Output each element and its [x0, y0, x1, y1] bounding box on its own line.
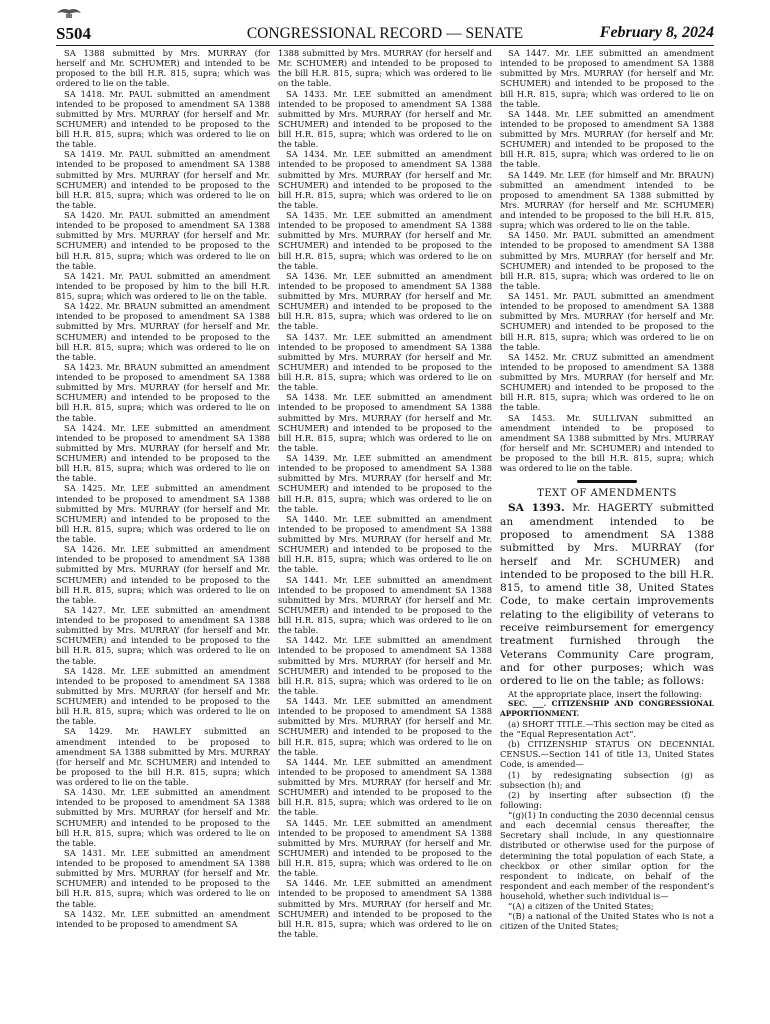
column-3	[500, 48, 714, 932]
amendment-paragraph: SA 1430. Mr. LEE submitted an amendment intended to be proposed to amendment SA 1388 submitted by Mrs. MURRAY (for herself and Mr. SCHUMER) and intended to be proposed to the bill H.R. 815, supra; which was ordered to lie on the table.	[56, 787, 270, 848]
amendment-paragraph: SA 1444. Mr. LEE submitted an amendment intended to be proposed to amendment SA 1388 submitted by Mrs. MURRAY (for herself and Mr. SCHUMER) and intended to be proposed to the bill H.R. 815, supra; which was ordered to lie on the table.	[278, 756, 492, 818]
amendment-paragraph: SA 1449. Mr. LEE (for himself and Mr. BRAUN) submitted an amendment intended to be proposed to amendment SA 1388 submitted by Mrs. MURRAY (for herself and Mr. SCHUMER) and intended to be proposed to the bill H.R. 815, supra; which was ordered to lie on the table.	[500, 169, 714, 231]
amendment-paragraph: SA 1453. Mr. SULLIVAN submitted an amendment intended to be proposed to amendment SA 1388 submitted by Mrs. MURRAY (for herself and Mr. SCHUMER) and intended to be proposed to the bill H.R. 815, supra; which was ordered to lie on the table.	[500, 412, 714, 474]
publication-title: CONGRESSIONAL RECORD — SENATE	[246, 25, 524, 42]
amendment-paragraph: 1388 submitted by Mrs. MURRAY (for herself and Mr. SCHUMER) and intended to be proposed to the bill H.R. 815, supra; which was ordered to lie on the table.	[278, 48, 492, 89]
lead-amendment	[500, 502, 714, 688]
page-header	[56, 24, 714, 46]
amendment-paragraph: SA 1420. Mr. PAUL submitted an amendment intended to be proposed to amendment SA 1388 submitted by Mrs. MURRAY (for herself and Mr. SCHUMER) and intended to be proposed to the bill H.R. 815, supra; which was ordered to lie on the table.	[56, 210, 270, 271]
amendment-paragraph: SA 1418. Mr. PAUL submitted an amendment intended to be proposed to amendment SA 1388 submitted by Mrs. MURRAY (for herself and Mr. SCHUMER) and intended to be proposed to the bill H.R. 815, supra; which was ordered to lie on the table.	[56, 88, 270, 150]
amendment-paragraph: SA 1438. Mr. LEE submitted an amendment intended to be proposed to amendment SA 1388 submitted by Mrs. MURRAY (for herself and Mr. SCHUMER) and intended to be proposed to the bill H.R. 815, supra; which was ordered to lie on the table.	[278, 392, 492, 453]
amendment-text: “(B) a national of the United States who is not a citizen of the United States;	[500, 911, 714, 932]
amendment-text: (a) SHORT TITLE.—This section may be cited as the “Equal Representation Act”.	[500, 718, 714, 740]
section-divider	[577, 480, 637, 483]
amendment-text: (b) CITIZENSHIP STATUS ON DECENNIAL CENSUS.—Section 141 of title 13, United States Code, is amended—	[500, 739, 714, 770]
amendment-paragraph: SA 1425. Mr. LEE submitted an amendment intended to be proposed to amendment SA 1388 submitted by Mrs. MURRAY (for herself and Mr. SCHUMER) and intended to be proposed to the bill H.R. 815, supra; which was ordered to lie on the table.	[56, 483, 270, 544]
amendment-paragraph: SA 1446. Mr. LEE submitted an amendment intended to be proposed to amendment SA 1388 submitted by Mrs. MURRAY (for herself and Mr. SCHUMER) and intended to be proposed to the bill H.R. 815, supra; which was ordered to lie on the table.	[278, 878, 492, 939]
amendment-paragraph: SA 1451. Mr. PAUL submitted an amendment intended to be proposed to amendment SA 1388 submitted by Mrs. MURRAY (for herself and Mr. SCHUMER) and intended to be proposed to the bill H.R. 815, supra; which was ordered to lie on the table.	[500, 291, 714, 352]
amendment-paragraph: SA 1419. Mr. PAUL submitted an amendment intended to be proposed to amendment SA 1388 submitted by Mrs. MURRAY (for herself and Mr. SCHUMER) and intended to be proposed to the bill H.R. 815, supra; which was ordered to lie on the table.	[56, 149, 270, 210]
amendment-text: At the appropriate place, insert the following:	[508, 688, 703, 699]
amendment-paragraph: SA 1445. Mr. LEE submitted an amendment intended to be proposed to amendment SA 1388 submitted by Mrs. MURRAY (for herself and Mr. SCHUMER) and intended to be proposed to the bill H.R. 815, supra; which was ordered to lie on the table.	[278, 817, 492, 879]
amendment-paragraph: SA 1436. Mr. LEE submitted an amendment intended to be proposed to amendment SA 1388 submitted by Mrs. MURRAY (for herself and Mr. SCHUMER) and intended to be proposed to the bill H.R. 815, supra; which was ordered to lie on the table.	[278, 270, 492, 332]
issue-date: February 8, 2024	[599, 24, 714, 41]
amendment-text: “(A) a citizen of the United States;	[508, 901, 654, 912]
section-title: TEXT OF AMENDMENTS	[537, 488, 677, 500]
amendment-paragraph: SA 1434. Mr. LEE submitted an amendment intended to be proposed to amendment SA 1388 submitted by Mrs. MURRAY (for herself and Mr. SCHUMER) and intended to be proposed to the bill H.R. 815, supra; which was ordered to lie on the table.	[278, 149, 492, 210]
amendment-paragraph: SA 1442. Mr. LEE submitted an amendment intended to be proposed to amendment SA 1388 submitted by Mrs. MURRAY (for herself and Mr. SCHUMER) and intended to be proposed to the bill H.R. 815, supra; which was ordered to lie on the table.	[278, 635, 492, 696]
gpo-seal-icon	[56, 6, 82, 20]
lead-amendment-number: SA 1393.	[508, 502, 565, 515]
amendment-paragraph: SA 1423. Mr. BRAUN submitted an amendment intended to be proposed to amendment SA 1388 submitted by Mrs. MURRAY (for herself and Mr. SCHUMER) and intended to be proposed to the bill H.R. 815, supra; which was ordered to lie on the table.	[56, 361, 270, 423]
amendment-paragraph: SA 1388 submitted by Mrs. MURRAY (for herself and Mr. SCHUMER) and intended to be proposed to the bill H.R. 815, supra; which was ordered to lie on the table.	[56, 48, 270, 89]
column-1	[56, 48, 270, 929]
amendment-paragraph: SA 1435. Mr. LEE submitted an amendment intended to be proposed to amendment SA 1388 submitted by Mrs. MURRAY (for herself and Mr. SCHUMER) and intended to be proposed to the bill H.R. 815, supra; which was ordered to lie on the table.	[278, 210, 492, 271]
amendment-paragraph: SA 1427. Mr. LEE submitted an amendment intended to be proposed to amendment SA 1388 submitted by Mrs. MURRAY (for herself and Mr. SCHUMER) and intended to be proposed to the bill H.R. 815, supra; which was ordered to lie on the table.	[56, 604, 270, 666]
amendment-paragraph: SA 1432. Mr. LEE submitted an amendment intended to be proposed to amendment SA	[56, 908, 270, 929]
page-number: S504	[56, 24, 91, 43]
lead-amendment-text: Mr. HAGERTY submitted an amendment intended to be proposed to amendment SA 1388 submitted by Mrs. MURRAY (for herself and Mr. SCHUMER) and intended to be proposed to the bill H.R. 815, to amend title 38, United States Code, to make certain improvements relating to the eligibility of veterans to receive reimbursement for emergency treatment furnished through the Veterans Community Care program, and for other purposes; which was ordered to lie on the table; as follows:	[500, 502, 714, 688]
amendment-paragraph: SA 1450. Mr. PAUL submitted an amendment intended to be proposed to amendment SA 1388 submitted by Mrs. MURRAY (for herself and Mr. SCHUMER) and intended to be proposed to the bill H.R. 815, supra; which was ordered to lie on the table.	[500, 230, 714, 291]
column-2	[278, 48, 492, 939]
amendment-text: (2) by inserting after subsection (f) the following:	[500, 789, 714, 810]
amendment-text: (1) by redesignating subsection (g) as subsection (h); and	[500, 769, 714, 790]
amendment-paragraph: SA 1424. Mr. LEE submitted an amendment intended to be proposed to amendment SA 1388 submitted by Mrs. MURRAY (for herself and Mr. SCHUMER) and intended to be proposed to the bill H.R. 815, supra; which was ordered to lie on the table.	[56, 422, 270, 484]
amendment-paragraph: SA 1429. Mr. HAWLEY submitted an amendment intended to be proposed to amendment SA 1388 submitted by Mrs. MURRAY (for herself and Mr. SCHUMER) and intended to be proposed to the bill H.R. 815, supra; which was ordered to lie on the table.	[56, 726, 270, 787]
amendment-text: “(g)(1) In conducting the 2030 decennial census and each decennial census thereafter, the Secretary shall include, in any questionnaire distributed or otherwise used for the purpose of determining the total population of each State, a checkbox or other similar option for the respondent to indicate, on behalf of the respondent and each member of the respondent’s household, whether such individual is—	[500, 810, 714, 902]
amendment-paragraph: SA 1428. Mr. LEE submitted an amendment intended to be proposed to amendment SA 1388 submitted by Mrs. MURRAY (for herself and Mr. SCHUMER) and intended to be proposed to the bill H.R. 815, supra; which was ordered to lie on the table.	[56, 665, 270, 727]
amendment-paragraph: SA 1452. Mr. CRUZ submitted an amendment intended to be proposed to amendment SA 1388 submitted by Mrs. MURRAY (for herself and Mr. SCHUMER) and intended to be proposed to the bill H.R. 815, supra; which was ordered to lie on the table.	[500, 351, 714, 413]
amendment-paragraph: SA 1437. Mr. LEE submitted an amendment intended to be proposed to amendment SA 1388 submitted by Mrs. MURRAY (for herself and Mr. SCHUMER) and intended to be proposed to the bill H.R. 815, supra; which was ordered to lie on the table.	[278, 331, 492, 393]
amendment-paragraph: SA 1443. Mr. LEE submitted an amendment intended to be proposed to amendment SA 1388 submitted by Mrs. MURRAY (for herself and Mr. SCHUMER) and intended to be proposed to the bill H.R. 815, supra; which was ordered to lie on the table.	[278, 696, 492, 757]
amendment-paragraph: SA 1448. Mr. LEE submitted an amendment intended to be proposed to amendment SA 1388 submitted by Mrs. MURRAY (for herself and Mr. SCHUMER) and intended to be proposed to the bill H.R. 815, supra; which was ordered to lie on the table.	[500, 108, 714, 170]
amendment-paragraph: SA 1440. Mr. LEE submitted an amendment intended to be proposed to amendment SA 1388 submitted by Mrs. MURRAY (for herself and Mr. SCHUMER) and intended to be proposed to the bill H.R. 815, supra; which was ordered to lie on the table.	[278, 513, 492, 575]
amendment-paragraph: SA 1426. Mr. LEE submitted an amendment intended to be proposed to amendment SA 1388 submitted by Mrs. MURRAY (for herself and Mr. SCHUMER) and intended to be proposed to the bill H.R. 815, supra; which was ordered to lie on the table.	[56, 544, 270, 605]
amendment-paragraph: SA 1433. Mr. LEE submitted an amendment intended to be proposed to amendment SA 1388 submitted by Mrs. MURRAY (for herself and Mr. SCHUMER) and intended to be proposed to the bill H.R. 815, supra; which was ordered to lie on the table.	[278, 88, 492, 150]
amendment-paragraph: SA 1447. Mr. LEE submitted an amendment intended to be proposed to amendment SA 1388 submitted by Mrs. MURRAY (for herself and Mr. SCHUMER) and intended to be proposed to the bill H.R. 815, supra; which was ordered to lie on the table.	[500, 48, 714, 109]
section-heading: SEC. ___. CITIZENSHIP AND CONGRESSIONAL APPORTIONMENT.	[500, 698, 714, 718]
header-rule	[56, 45, 714, 46]
amendment-paragraph: SA 1422. Mr. BRAUN submitted an amendment intended to be proposed to amendment SA 1388 submitted by Mrs. MURRAY (for herself and Mr. SCHUMER) and intended to be proposed to the bill H.R. 815, supra; which was ordered to lie on the table.	[56, 301, 270, 362]
amendment-paragraph: SA 1431. Mr. LEE submitted an amendment intended to be proposed to amendment SA 1388 submitted by Mrs. MURRAY (for herself and Mr. SCHUMER) and intended to be proposed to the bill H.R. 815, supra; which was ordered to lie on the table.	[56, 847, 270, 909]
amendment-paragraph: SA 1421. Mr. PAUL submitted an amendment intended to be proposed by him to the bill H.R. 815, supra; which was ordered to lie on the table.	[56, 270, 270, 301]
amendment-paragraph: SA 1439. Mr. LEE submitted an amendment intended to be proposed to amendment SA 1388 submitted by Mrs. MURRAY (for herself and Mr. SCHUMER) and intended to be proposed to the bill H.R. 815, supra; which was ordered to lie on the table.	[278, 453, 492, 514]
amendment-paragraph: SA 1441. Mr. LEE submitted an amendment intended to be proposed to amendment SA 1388 submitted by Mrs. MURRAY (for herself and Mr. SCHUMER) and intended to be proposed to the bill H.R. 815, supra; which was ordered to lie on the table.	[278, 574, 492, 636]
